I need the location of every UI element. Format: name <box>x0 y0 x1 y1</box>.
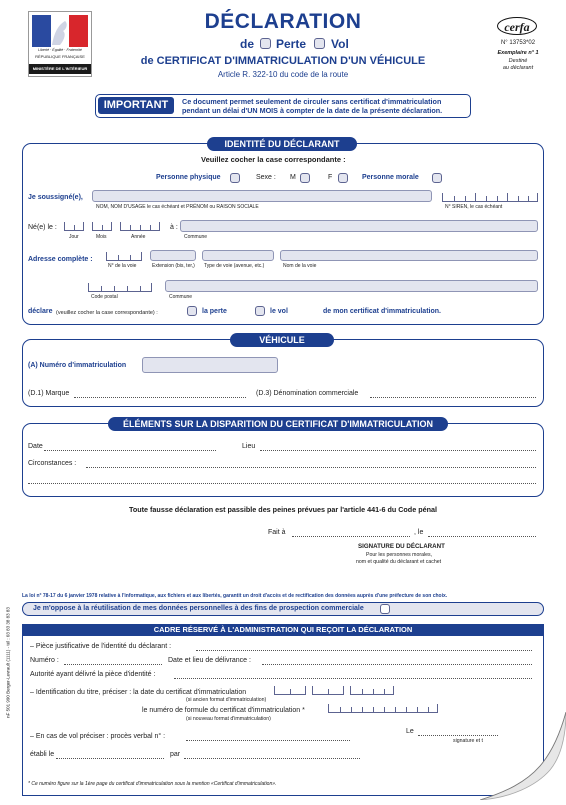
admin-signature-label: signature et t <box>453 738 483 744</box>
admin-etabli-field[interactable] <box>56 758 164 759</box>
cerfa-number: N° 13753*02 <box>500 40 536 46</box>
sexe-m-label: M <box>290 174 296 181</box>
sexe-f-checkbox[interactable] <box>338 173 348 183</box>
personne-physique-checkbox[interactable] <box>230 173 240 183</box>
vehicule-title: VÉHICULE <box>230 333 334 347</box>
fait-a-label: Fait à <box>268 529 286 536</box>
perte-checkbox[interactable] <box>260 38 271 49</box>
admin-autorite-field[interactable] <box>174 678 532 679</box>
sexe-f-label: F <box>328 174 333 181</box>
annee-field[interactable] <box>120 222 160 231</box>
signature-line2: nom et qualité du déclarant et cachet <box>356 559 442 565</box>
le-label: , le <box>414 529 424 536</box>
le-vol-checkbox[interactable] <box>255 306 265 316</box>
siren-field[interactable] <box>442 193 538 202</box>
admin-numero-label: Numéro : <box>30 657 59 664</box>
vol-label: Vol <box>331 37 349 51</box>
admin-le-label: Le <box>406 728 414 735</box>
jour-field[interactable] <box>64 222 84 231</box>
identite-instruction: Veuillez cocher la case correspondante : <box>201 155 346 164</box>
page-curl-icon <box>480 712 566 800</box>
admin-title: CADRE RÉSERVÉ À L'ADMINISTRATION QUI REÇOIT LA DÉCLARATION <box>22 624 544 636</box>
important-line2: pendant un délai d'UN MOIS à compter de la date de la présente déclaration. <box>182 106 443 115</box>
extension-hint: Extension (bis, ter,) <box>152 263 195 269</box>
fait-a-field[interactable] <box>292 536 410 537</box>
lieu-field[interactable] <box>260 450 536 451</box>
exemplaire: Exemplaire n° 1 <box>497 50 539 56</box>
commune-hint: Commune <box>169 294 193 300</box>
admin-piece-label: – Pièce justificative de l'identité du déclarant : <box>30 643 172 650</box>
admin-vol-label: – En cas de vol préciser : procès verbal n° : <box>30 733 166 740</box>
opposition-text: Je m'oppose à la réutilisation de mes données personnelles à des fins de prospection commerciale <box>33 605 364 612</box>
le-vol-label: le vol <box>270 308 288 315</box>
date-label: Date <box>28 443 43 450</box>
perte-vol-row <box>240 37 380 53</box>
personne-physique-label: Personne physique <box>156 174 221 181</box>
mois-field[interactable] <box>92 222 112 231</box>
circonstances-line2[interactable] <box>28 483 536 484</box>
type-voie-hint: Type de voie (avenue, etc.) <box>204 263 265 269</box>
sexe-m-checkbox[interactable] <box>300 173 310 183</box>
vol-checkbox[interactable] <box>314 38 325 49</box>
admin-date-certificat-jour[interactable] <box>274 686 306 695</box>
type-voie-field[interactable] <box>202 250 274 261</box>
date-field[interactable] <box>44 450 216 451</box>
commune-field[interactable] <box>165 280 538 292</box>
circonstances-line1[interactable] <box>86 467 536 468</box>
admin-identification-label: – Identification du titre, préciser : la date du certificat d'immatriculation <box>30 689 247 696</box>
sexe-label: Sexe : <box>256 174 276 181</box>
important-box <box>95 94 471 118</box>
elements-section <box>22 423 544 497</box>
personne-morale-checkbox[interactable] <box>432 173 442 183</box>
opposition-box <box>22 602 544 616</box>
admin-par-label: par <box>170 751 181 758</box>
important-line1: Ce document permet seulement de circuler sans certificat d'immatriculation <box>182 97 442 106</box>
logo-motto: Liberté · Égalité · Fraternité <box>38 48 82 52</box>
admin-ancien-hint: (si ancien format d'immatriculation) <box>186 697 267 703</box>
circonstances-label: Circonstances : <box>28 460 77 467</box>
admin-etabli-label: établi le <box>30 751 55 758</box>
numero-immatriculation-field[interactable] <box>142 357 278 373</box>
loi-text: La loi n° 78-17 du 6 janvier 1978 relative à l'informatique, aux fichiers et aux libertés, garantit un droit d'accès et de rectification des données auprès d'une préfecture de son choix. <box>22 593 448 599</box>
nom-voie-hint: Nom de la voie <box>283 263 317 269</box>
admin-date-certificat-annee[interactable] <box>350 686 394 695</box>
de-mon-certificat: de mon certificat d'immatriculation. <box>323 308 441 315</box>
code-postal-field[interactable] <box>88 283 152 292</box>
cerfa-logo <box>497 17 537 35</box>
soussigne-label: Je soussigné(e), <box>28 194 83 201</box>
admin-date-certificat-mois[interactable] <box>312 686 344 695</box>
de-label: de <box>240 37 255 51</box>
cerfa-text: cerfa <box>504 20 530 34</box>
elements-title: ÉLÉMENTS SUR LA DISPARITION DU CERTIFICAT D'IMMATRICULATION <box>108 417 448 431</box>
admin-piece-field[interactable] <box>196 650 532 651</box>
extension-field[interactable] <box>150 250 196 261</box>
identite-title: IDENTITÉ DU DÉCLARANT <box>207 137 357 151</box>
declare-hint: (veuillez cocher la case correspondante) : <box>56 310 158 316</box>
admin-date-lieu-field[interactable] <box>262 664 532 665</box>
siren-hint: N° SIREN, le cas échéant <box>445 204 503 210</box>
num-voie-field[interactable] <box>106 252 142 261</box>
au-declarant: au déclarant <box>502 65 534 71</box>
commune-naissance-field[interactable] <box>180 220 538 232</box>
denomination-field[interactable] <box>370 397 536 398</box>
lieu-naissance-label: à : <box>170 224 178 231</box>
annee-hint: Année <box>131 234 146 240</box>
admin-vol-field[interactable] <box>186 740 350 741</box>
admin-par-field[interactable] <box>184 758 360 759</box>
marque-field[interactable] <box>74 397 246 398</box>
footnote: * Ce numéro figure sur la 1ère page du certificat d'immatriculation sous la mention «Certificat d'immatriculation». <box>28 781 277 787</box>
numero-immatriculation-label: (A) Numéro d'immatriculation <box>28 362 127 369</box>
lieu-label: Lieu <box>242 443 256 450</box>
side-printer-text: nF 501 990 Berger-Levrault (1111) - tél : 03 83 38 83 83 <box>5 607 11 718</box>
admin-numero-formule-label: le numéro de formule du certificat d'immatriculation * <box>142 707 305 714</box>
personne-morale-label: Personne morale <box>362 174 419 181</box>
warning-text: Toute fausse déclaration est passible des peines prévues par l'article 441-6 du Code pénal <box>129 505 437 514</box>
admin-autorite-label: Autorité ayant délivré la pièce d'identité : <box>30 671 156 678</box>
ministry-band: MINISTÈRE DE L'INTÉRIEUR <box>29 64 91 74</box>
la-perte-checkbox[interactable] <box>187 306 197 316</box>
signature-line1: Pour les personnes morales, <box>366 552 433 558</box>
perte-label: Perte <box>276 37 307 51</box>
marque-label: (D.1) Marque <box>28 390 70 397</box>
signature-title: SIGNATURE DU DÉCLARANT <box>358 543 445 550</box>
admin-nouveau-hint: (si nouveau format d'immatriculation) <box>186 716 271 722</box>
le-field[interactable] <box>428 536 536 537</box>
destine: Destiné <box>508 58 528 64</box>
page-title: DÉCLARATION <box>204 10 362 33</box>
adresse-label: Adresse complète : <box>28 256 93 263</box>
num-voie-hint: N° de la voie <box>108 263 137 269</box>
la-perte-label: la perte <box>202 308 227 315</box>
code-postal-hint: Code postal <box>91 294 118 300</box>
mois-hint: Mois <box>96 234 107 240</box>
nom-voie-field[interactable] <box>280 250 538 261</box>
jour-hint: Jour <box>69 234 79 240</box>
nom-field[interactable] <box>92 190 432 202</box>
logo-republique: RÉPUBLIQUE FRANÇAISE <box>35 54 85 59</box>
article-ref: Article R. 322-10 du code de la route <box>217 70 349 79</box>
admin-numero-field[interactable] <box>64 664 162 665</box>
page-subtitle: de CERTIFICAT D'IMMATRICULATION D'UN VÉHICULE <box>140 55 426 67</box>
nom-hint: NOM, NOM D'USAGE le cas échéant et PRÉNOM ou RAISON SOCIALE <box>96 204 259 210</box>
admin-numero-formule-field[interactable] <box>328 704 438 713</box>
opposition-checkbox[interactable] <box>380 604 390 614</box>
important-label: IMPORTANT <box>98 97 174 114</box>
declare-label: déclare <box>28 308 53 315</box>
ne-le-label: Né(e) le : <box>28 224 57 231</box>
admin-date-lieu-label: Date et lieu de délivrance : <box>168 657 251 664</box>
denomination-label: (D.3) Dénomination commerciale <box>256 390 359 397</box>
commune-naissance-hint: Commune <box>184 234 208 240</box>
